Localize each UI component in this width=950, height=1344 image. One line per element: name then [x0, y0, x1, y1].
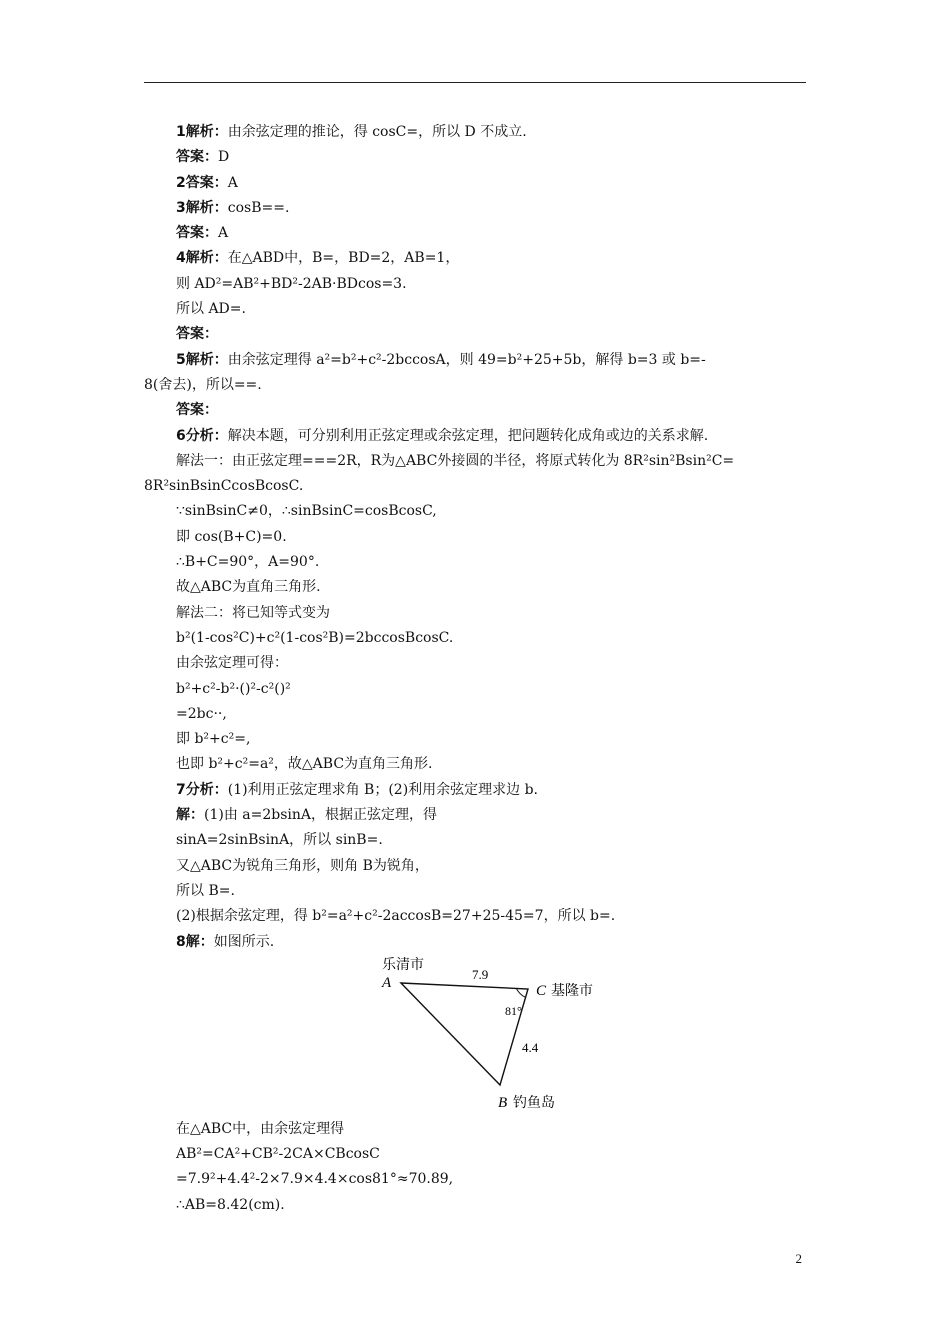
text-line: ∴AB=8.42(cm). [176, 1196, 285, 1213]
angle-c-label: 81° [505, 1003, 522, 1018]
line-label: 答案： [176, 326, 218, 343]
line-text: A [227, 174, 238, 191]
text-line [176, 550, 816, 575]
text-line [176, 348, 816, 373]
line-text: 解决本题，可分别利用正弦定理或余弦定理，把问题转化成角或边的关系求解. [227, 427, 709, 444]
line-label: 3解析： [176, 199, 228, 216]
side-cb-label: 4.4 [522, 1039, 539, 1055]
line-text: 在△ABD中，B=，BD=2，AB=1， [227, 250, 460, 267]
after-figure-lines [176, 1117, 816, 1218]
text-line: =7.9²+4.4²-2×7.9×4.4×cos81°≈70.89, [176, 1171, 454, 1188]
point-c-label: C [536, 982, 547, 999]
line-text: D [218, 149, 230, 166]
line-text: 8(舍去)，所以==. [144, 376, 262, 393]
triangle-abc [401, 983, 528, 1085]
line-text: 即 b²+c²=, [176, 731, 251, 748]
line-text: ∵sinBsinC≠0，∴sinBsinC=cosBcosC, [176, 503, 437, 520]
line-text: 解法二：将已知等式变为 [176, 604, 330, 621]
text-line [176, 752, 816, 777]
text-line [176, 904, 816, 929]
line-text: (2)根据余弦定理，得 b²=a²+c²-2accosB=27+25-45=7，所以 b=. [176, 908, 616, 925]
text-line [176, 449, 816, 474]
line-label: 6分析： [176, 427, 228, 444]
text-line [176, 525, 816, 550]
text-line [176, 120, 816, 145]
line-text: 由余弦定理得 a²=b²+c²-2bccosA，则 49=b²+25+5b，解得 b=3 或 b=- [227, 351, 706, 368]
text-line [176, 601, 816, 626]
text-line [176, 499, 816, 524]
line-text: b²+c²-b²·()²-c²()² [176, 680, 291, 697]
text-line [176, 854, 816, 879]
text-line [176, 575, 816, 600]
line-text: 即 cos(B+C)=0. [176, 528, 287, 545]
text-line [176, 272, 816, 297]
line-text: =2bc··, [176, 705, 227, 722]
side-ac-label: 7.9 [472, 966, 489, 982]
line-label: 7分析： [176, 781, 228, 798]
solution-lines [144, 120, 816, 955]
line-label: 4解析： [176, 250, 228, 267]
line-text: A [218, 225, 229, 242]
line-text: 所以 B=. [176, 882, 235, 899]
text-line [176, 322, 816, 347]
text-line [176, 145, 816, 170]
line-text: 所以 AD=. [176, 301, 246, 318]
line-text: ∴B+C=90°，A=90°. [176, 554, 320, 571]
city-b-label: 钓鱼岛 [513, 1094, 555, 1111]
text-line [144, 373, 816, 398]
line-text: 又△ABC为锐角三角形，则角 B为锐角， [176, 857, 429, 874]
text-line [176, 702, 816, 727]
line-text: (1)由 a=2bsinA，根据正弦定理，得 [204, 807, 438, 824]
text-line [176, 677, 816, 702]
line-text: b²(1-cos²C)+c²(1-cos²B)=2bccosBcosC. [176, 629, 454, 646]
page-number: 2 [795, 1251, 802, 1266]
line-text: 8R²sinBsinCcosBcosC. [144, 478, 304, 495]
city-a-label: 乐清市 [382, 956, 424, 973]
line-text: 则 AD²=AB²+BD²-2AB·BDcos=3. [176, 275, 407, 292]
text-line [176, 778, 816, 803]
text-line [176, 879, 816, 904]
text-line [176, 803, 816, 828]
line-label: 答案： [176, 225, 218, 242]
text-line [176, 828, 816, 853]
line-label: 8解： [176, 933, 214, 950]
text-line [176, 727, 816, 752]
line-text: 如图所示. [213, 933, 275, 950]
text-line [176, 651, 816, 676]
line-text: 解法一：由正弦定理===2R，R为△ABC外接圆的半径，将原式转化为 8R²sin²Bsin²C= [176, 452, 735, 469]
solutions-body [144, 120, 816, 1218]
line-label: 答案： [176, 149, 218, 166]
triangle-diagram [376, 957, 626, 1117]
line-label: 答案： [176, 402, 218, 419]
line-text: cosB==. [227, 199, 290, 216]
line-text: (1)利用正弦定理求角 B；(2)利用余弦定理求边 b. [227, 781, 539, 798]
text-line [176, 297, 816, 322]
text-line [176, 221, 816, 246]
text-line [176, 171, 816, 196]
city-c-label: 基隆市 [551, 982, 593, 999]
text-line [176, 930, 816, 955]
line-text: 故△ABC为直角三角形. [176, 579, 321, 596]
text-line [176, 424, 816, 449]
line-text: 也即 b²+c²=a²，故△ABC为直角三角形. [176, 756, 433, 773]
point-b-label: B [498, 1094, 508, 1111]
text-line [144, 474, 816, 499]
line-label: 1解析： [176, 124, 228, 140]
text-line [176, 626, 816, 651]
line-text: 由余弦定理的推论，得 cosC=，所以 D 不成立. [227, 124, 527, 140]
text-line: 在△ABC中，由余弦定理得 [176, 1120, 345, 1137]
line-label: 5解析： [176, 351, 228, 368]
text-line: AB²=CA²+CB²-2CA×CBcosC [176, 1146, 380, 1163]
point-a-label: A [382, 974, 392, 991]
header-rule [144, 82, 806, 83]
text-line [176, 196, 816, 221]
text-line [176, 398, 816, 423]
line-label: 解： [176, 807, 204, 824]
line-label: 2答案： [176, 174, 228, 191]
line-text: 由余弦定理可得： [176, 655, 288, 672]
triangle-figure [376, 957, 626, 1117]
text-line [176, 246, 816, 271]
line-text: sinA=2sinBsinA，所以 sinB=. [176, 832, 383, 849]
